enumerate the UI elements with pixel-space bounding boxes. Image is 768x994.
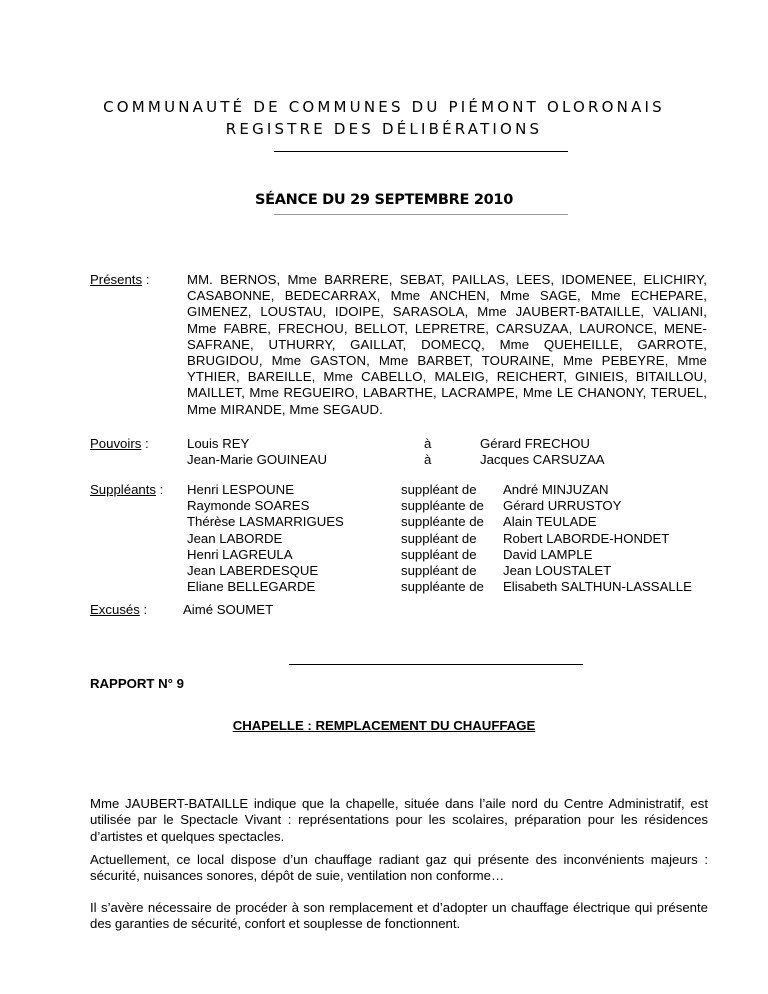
pouvoir-a: à — [424, 452, 432, 468]
presents-label: Présents : — [90, 272, 150, 287]
suppleant-name: Henri LESPOUNE — [187, 482, 295, 497]
session-title: SÉANCE DU 29 SEPTEMBRE 2010 — [254, 192, 513, 208]
suppleants-name-column — [187, 482, 344, 595]
pouvoir-to: Jacques CARSUZAA — [480, 452, 605, 468]
header-divider — [274, 151, 568, 152]
section-divider — [289, 664, 583, 665]
suppleant-name: Eliane BELLEGARDE — [187, 579, 316, 595]
suppleant-name: Henri LAGREULA — [187, 546, 293, 562]
presents-list: MM. BERNOS, Mme BARRERE, SEBAT, PAILLAS, LEES, IDOMENEE, ELICHIRY, CASABONNE, BEDECARRAX, Mme ANCHEN, Mme SAGE, Mme ECHEPARE, GIMENEZ, LOUSTAU, IDOIPE, SARASOLA, Mme JAUBERT-BATAILLE, VALIANI, Mme FABRE, FRECHOU, BELLOT, LEPRETRE, CARSUZAA, LAURONCE, MENE-SAFRANE, UTHURRY, GAILLAT, DOMECQ, Mme QUEHEILLE, GARROTE, BRUGIDOU, Mme GASTON, Mme BARBET, TOURAINE, Mme PEBEYRE, Mme YTHIER, BAREILLE, Mme CABELLO, MALEIG, REICHERT, GINIEIS, BITAILLOU, MAILLET, Mme REGUEIRO, LABARTHE, LACRAMPE, Mme LE CHANONY, TERUEL, Mme MIRANDE, Mme SEGAUD. — [187, 272, 707, 417]
suppleant-role: suppléante de — [401, 514, 484, 530]
suppleant-for: Robert LABORDE-HONDET — [503, 530, 670, 546]
suppleants-for-column — [503, 482, 692, 595]
rapport-number: RAPPORT N° 9 — [90, 676, 184, 691]
pouvoirs-label: Pouvoirs : — [90, 436, 149, 451]
session-divider — [274, 214, 568, 215]
organization-title: COMMUNAUTÉ DE COMMUNES DU PIÉMONT OLORONAIS — [103, 98, 665, 116]
suppleant-for: André MINJUZAN — [503, 482, 609, 497]
suppleant-role: suppléante de — [401, 498, 484, 514]
pouvoirs-from-column — [187, 436, 327, 468]
pouvoirs-a-column — [424, 436, 431, 468]
pouvoir-to: Gérard FRECHOU — [480, 436, 590, 451]
suppleant-name: Jean LABERDESQUE — [187, 563, 319, 579]
suppleant-for: Alain TEULADE — [503, 514, 597, 530]
paragraph: Actuellement, ce local dispose d’un chauffage radiant gaz qui présente des inconvénients majeurs : sécurité, nuisances sonores, dépôt de suie, ventilation non conforme… — [90, 852, 708, 884]
suppleant-for: David LAMPLE — [503, 546, 593, 562]
paragraph: Mme JAUBERT-BATAILLE indique que la chapelle, située dans l’aile nord du Centre Administratif, est utilisée par le Spectacle Vivant : représentations pour les scolaires, préparation pour les résidences d’artistes et quelques spectacles. — [90, 796, 708, 844]
register-title: REGISTRE DES DÉLIBÉRATIONS — [225, 120, 543, 138]
suppleants-label: Suppléants : — [90, 482, 164, 497]
suppleant-role: suppléant de — [401, 530, 477, 546]
suppleant-name: Thérèse LASMARRIGUES — [187, 514, 344, 530]
pouvoirs-to-column — [480, 436, 605, 468]
pouvoir-from: Louis REY — [187, 436, 250, 451]
suppleant-role: suppléant de — [401, 563, 477, 579]
pouvoir-a: à — [424, 436, 432, 451]
report-subject: CHAPELLE : REMPLACEMENT DU CHAUFFAGE — [232, 718, 536, 733]
suppleant-role: suppléant de — [401, 546, 477, 562]
paragraph: Il s’avère nécessaire de procéder à son remplacement et d’adopter un chauffage électrique qui présente des garanties de sécurité, confort et souplesse de fonctionnent. — [90, 900, 708, 932]
suppleant-name: Raymonde SOARES — [187, 498, 310, 514]
suppleant-role: suppléante de — [401, 579, 484, 595]
pouvoir-from: Jean-Marie GOUINEAU — [187, 452, 327, 468]
suppleant-for: Gérard URRUSTOY — [503, 498, 622, 514]
suppleant-role: suppléant de — [401, 482, 477, 497]
suppleant-for: Elisabeth SALTHUN-LASSALLE — [503, 579, 692, 595]
excuses-name: Aimé SOUMET — [183, 602, 274, 617]
suppleant-name: Jean LABORDE — [187, 530, 283, 546]
suppleants-role-column — [401, 482, 484, 595]
excuses-label: Excusés : — [90, 602, 148, 617]
suppleant-for: Jean LOUSTALET — [503, 563, 612, 579]
